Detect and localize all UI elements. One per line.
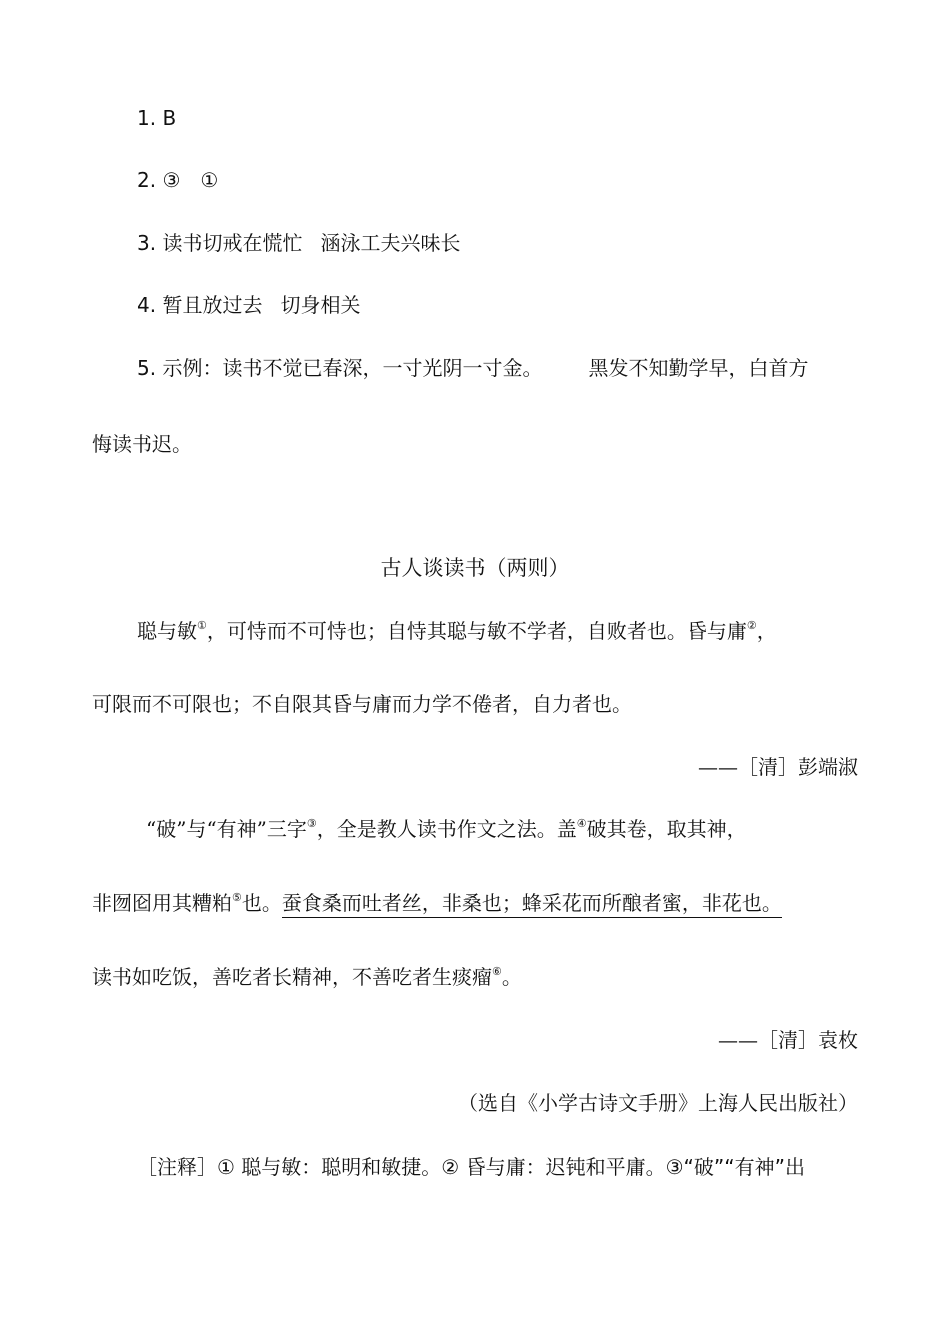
answer-1 [137,104,176,132]
footnote-marker-4: ④ [576,817,587,830]
passage-1-author [698,753,858,781]
p1-text-b: ，可恃而不可恃也；自恃其聪与敏不学者，自败者也。昏与庸 [206,619,747,643]
passage-1-line-2 [92,690,632,718]
answer-1-text: 1. B [137,106,177,130]
p1-text-c: ， [756,619,777,643]
answer-2 [137,166,218,194]
answer-5-continuation [92,430,192,458]
footnote-marker-3: ③ [306,817,317,830]
author-2-text: ——［清］袁枚 [718,1028,858,1052]
answer-3-part1: 3. 读书切戒在慌忙 [137,231,303,255]
p1-line2-text: 可限而不可限也；不自限其昏与庸而力学不倦者，自力者也。 [92,692,632,716]
answer-5 [137,354,808,382]
source-citation [458,1089,858,1117]
footnote-marker-6: ⑥ [492,965,502,978]
answer-3 [137,229,460,257]
notes-text: ［注释］① 聪与敏：聪明和敏捷。② 昏与庸：迟钝和平庸。③“破”“有神”出 [137,1155,805,1179]
passage-2-author [718,1026,858,1054]
p2-text-c: 破其卷，取其神， [586,817,747,841]
passage-2-line-3 [92,963,522,991]
answer-5-cont-text: 悔读书迟。 [92,432,192,456]
p2-line2-text-b: 也。 [241,891,282,915]
p2-line3-text-a: 读书如吃饭，善吃者长精神，不善吃者生痰瘤 [92,965,492,989]
p1-text-a: 聪与敏 [137,619,197,643]
answer-4-part2: 切身相关 [280,293,361,317]
answer-4-part1: 4. 暂且放过去 [137,293,263,317]
answer-5-part2: 黑发不知勤学早，白首方 [588,356,809,380]
answer-5-part1: 5. 示例：读书不觉已春深，一寸光阴一寸金。 [137,356,543,380]
notes [137,1153,805,1181]
footnote-marker-1: ① [197,619,207,632]
passage-title: 古人谈读书（两则） [380,556,570,580]
p2-text-a: “破”与“有神”三字 [146,817,307,841]
answer-4 [137,291,360,319]
source-text: （选自《小学古诗文手册》上海人民出版社） [458,1091,858,1115]
passage-2-line-2 [92,889,782,917]
answer-2-text: 2. ③ ① [137,168,219,192]
footnote-marker-5: ⑤ [232,891,242,904]
passage-2-line-1 [146,815,747,843]
answer-3-part2: 涵泳工夫兴味长 [320,231,461,255]
passage-1-line-1 [137,617,777,645]
author-1-text: ——［清］彭端淑 [698,755,858,779]
p2-line3-text-b: 。 [501,965,522,989]
footnote-marker-2: ② [746,619,757,632]
underlined-sentence: 蚕食桑而吐者丝，非桑也；蜂采花而所酿者蜜，非花也。 [282,891,782,918]
p2-line2-text-a: 非囫囵用其糟粕 [92,891,232,915]
p2-text-b: ，全是教人读书作文之法。盖 [316,817,577,841]
